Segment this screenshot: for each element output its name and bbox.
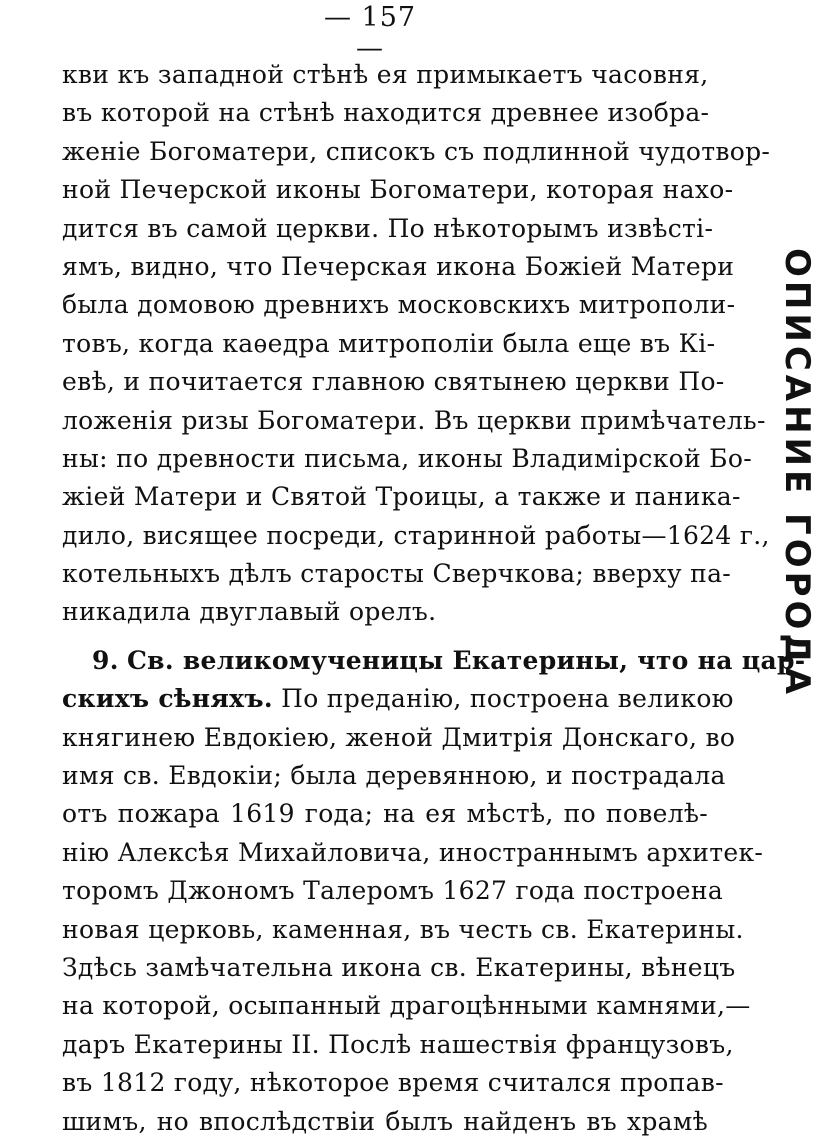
- text-line: дило, висящее посреди, старинной работы—1624 г.,: [62, 520, 770, 550]
- text-line: торомъ Джономъ Талеромъ 1627 года построена: [62, 876, 724, 906]
- rotated-side-text-strip: [777, 248, 822, 1040]
- section-title-continuation: скихъ сѣняхъ.: [62, 684, 273, 714]
- text-line: жiей Матери и Святой Троицы, а также и паника-: [62, 482, 741, 512]
- text-line: въ которой на стѣнѣ находится древнее изобра-: [62, 98, 710, 128]
- text-line: нiю Алексѣя Михайловича, иностраннымъ архитек-: [62, 837, 764, 867]
- text-line: ны: по древности письма, иконы Владимiрской Бо-: [62, 443, 752, 473]
- text-line: ложенiя ризы Богоматери. Въ церкви примѣчатель-: [62, 405, 766, 435]
- text-line: никадила двуглавый орелъ.: [62, 597, 437, 627]
- text-line: ной Печерской иконы Богоматери, которая нахо-: [62, 175, 734, 205]
- text-line: женіе Богоматери, списокъ съ подлинной чудотвор-: [62, 136, 771, 166]
- text-line: новая церковь, каменная, въ честь св. Екатерины.: [62, 914, 744, 944]
- text-line: княгинею Евдокiею, женой Дмитрiя Донскаго, во: [62, 722, 736, 752]
- paragraph-gap: [62, 632, 708, 642]
- section-heading-line: [62, 642, 806, 680]
- text-line: товъ, когда каѳедра митрополiи была еще въ Кi-: [62, 328, 716, 358]
- text-line: Здѣсь замѣчательна икона св. Екатерины, вѣнецъ: [62, 952, 736, 982]
- text-line: евѣ, и почитается главною святынею церкви По-: [62, 367, 725, 397]
- text-line: имя св. Евдокiи; была деревянною, и пострадала: [62, 761, 726, 791]
- text-line: даръ Екатерины II. Послѣ нашествiя французовъ,: [62, 1029, 734, 1059]
- text-line: кви къ западной стѣнѣ ея примыкаетъ часовня,: [62, 60, 709, 89]
- text-line: въ 1812 году, нѣкоторое время считался пропав-: [62, 1068, 724, 1098]
- section-number: 9.: [92, 645, 119, 675]
- rotated-side-text: ОПИСАНИЕ ГОРОДА: [777, 248, 817, 699]
- page-number: — 157 —: [323, 2, 417, 64]
- paragraph-chapel-description: [62, 56, 771, 632]
- section-heading-continuation-line: [62, 680, 734, 718]
- text-line: была домовою древнихъ московскихъ митрополи-: [62, 290, 736, 320]
- section-first-text: По преданiю, построена великою: [281, 684, 734, 714]
- text-line: отъ пожара 1619 года; на ея мѣстѣ, по повелѣ-: [62, 799, 708, 829]
- text-line: шимъ, но впослѣдствiи былъ найденъ въ храмѣ: [62, 1106, 708, 1136]
- section-title: Св. великомученицы Екатерины, что на цар-: [126, 645, 806, 675]
- text-line: на которой, осыпанный драгоцѣнными камнями,—: [62, 991, 751, 1021]
- text-line: котельныхъ дѣлъ старосты Сверчкова; вверху па-: [62, 559, 732, 589]
- text-line: дится въ самой церкви. По нѣкоторымъ извѣстi-: [62, 213, 714, 243]
- text-line: ямъ, видно, что Печерская икона Божiей Матери: [62, 251, 735, 281]
- paragraph-church-catherine: [62, 642, 806, 1141]
